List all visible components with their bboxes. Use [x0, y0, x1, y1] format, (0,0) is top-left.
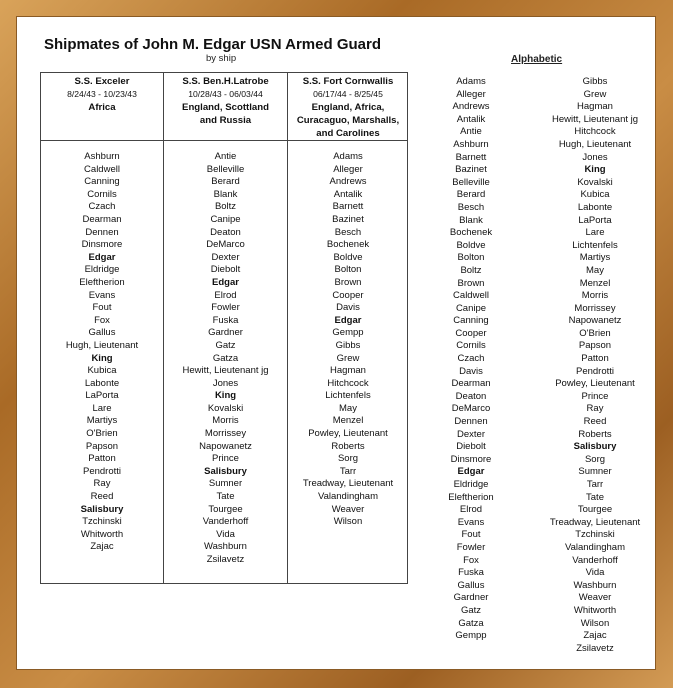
name-entry: Canning	[453, 315, 489, 327]
name-entry: Roberts	[578, 428, 612, 440]
name-entry: Sumner	[578, 466, 612, 478]
name-entry: Jones	[212, 377, 239, 389]
name-entry: Sorg	[584, 453, 606, 465]
ship-dates: 8/24/43 - 10/23/43	[67, 89, 137, 99]
name-entry: Lare	[585, 227, 605, 239]
name-entry: Vida	[585, 567, 605, 579]
name-entry: King	[584, 164, 606, 176]
ship-header-exceler	[41, 75, 163, 114]
name-entry: Gibbs	[582, 76, 608, 87]
name-entry: Vida	[216, 528, 235, 540]
name-entry: Valandingham	[317, 491, 379, 503]
name-entry: Fuska	[458, 567, 484, 579]
name-entry: Salisbury	[80, 503, 124, 515]
name-entry: Ray	[586, 403, 604, 415]
name-entry: Belleville	[452, 176, 490, 188]
name-entry: Prince	[212, 453, 239, 465]
name-entry: Eleftherion	[79, 276, 125, 288]
name-entry: Edgar	[212, 276, 239, 288]
name-entry: Besch	[334, 226, 362, 238]
name-entry: Patton	[88, 453, 116, 465]
name-entry: Vanderhoff	[202, 516, 249, 528]
name-entry: Berard	[456, 189, 486, 201]
name-entry: Canipe	[455, 302, 487, 314]
name-entry: Menzel	[332, 415, 364, 427]
name-entry: Salisbury	[573, 441, 617, 453]
name-entry: Belleville	[206, 163, 245, 175]
name-entry: Zajac	[583, 630, 607, 642]
name-entry: Vanderhoff	[572, 554, 618, 566]
name-entry: Dinsmore	[450, 453, 492, 465]
name-entry: Jones	[582, 151, 608, 163]
name-entry: Kovalski	[577, 176, 613, 188]
ship-name: S.S. Fort Cornwallis	[302, 76, 394, 87]
name-entry: Gatz	[215, 339, 236, 351]
name-entry: Bochenek	[449, 227, 493, 239]
name-entry: Gatza	[212, 352, 239, 364]
name-entry: Hugh, Lieutenant	[558, 138, 632, 150]
name-entry: Sorg	[337, 453, 359, 465]
name-entry: Antalik	[333, 188, 363, 200]
name-entry: Czach	[88, 201, 116, 213]
name-entry: Diebolt	[210, 264, 241, 276]
name-entry: Gempp	[332, 327, 364, 339]
name-entry: Washburn	[573, 579, 617, 591]
name-entry: Lare	[92, 402, 112, 414]
name-entry: King	[214, 390, 237, 402]
name-entry: Hitchcock	[327, 377, 369, 389]
name-entry: Morris	[581, 290, 609, 302]
name-entry: Morris	[212, 415, 239, 427]
name-entry: Zsilavetz	[576, 642, 614, 654]
ship-region: and Carolines	[316, 128, 380, 139]
name-entry: LaPorta	[578, 214, 612, 226]
name-entry: Brown	[334, 276, 362, 288]
name-entry: Barnett	[455, 151, 487, 163]
name-entry: Martiys	[579, 252, 611, 264]
name-entry: May	[586, 264, 604, 276]
name-entry: Pendrotti	[82, 465, 122, 477]
ship-region: England, Africa,	[311, 102, 385, 113]
name-entry: Boltz	[214, 201, 237, 213]
name-entry: Ray	[93, 478, 111, 490]
name-entry: Martiys	[86, 415, 118, 427]
name-entry: Gardner	[208, 327, 243, 339]
name-entry: O'Brien	[86, 428, 118, 440]
name-entry: Adams	[456, 76, 486, 87]
name-entry: Bolton	[334, 264, 362, 276]
crew-list-exceler	[41, 151, 163, 554]
ship-region: England, Scottland	[182, 102, 269, 113]
name-entry: Davis	[336, 302, 360, 314]
name-entry: Salisbury	[204, 465, 247, 477]
name-entry: Grew	[336, 352, 360, 364]
document-page	[16, 16, 656, 670]
name-entry: Morrissey	[574, 302, 616, 314]
name-entry: DeMarco	[206, 239, 245, 251]
name-entry: Napowanetz	[568, 315, 622, 327]
ship-header-latrobe	[164, 75, 287, 127]
name-entry: Dennen	[454, 416, 488, 428]
name-entry: Treadway, Lieutenant	[302, 478, 394, 490]
name-entry: Powley, Lieutenant	[555, 378, 635, 390]
name-entry: Antie	[214, 151, 237, 162]
ship-dates: 06/17/44 - 8/25/45	[313, 89, 383, 99]
name-entry: Kubica	[580, 189, 610, 201]
name-entry: Hagman	[330, 365, 366, 377]
name-entry: Zsilavetz	[206, 554, 245, 565]
ship-table	[40, 72, 408, 584]
name-entry: Napowanetz	[199, 440, 252, 452]
name-entry: Blank	[213, 188, 238, 200]
name-entry: Fuska	[212, 314, 239, 326]
name-entry: Tarr	[586, 479, 604, 490]
name-entry: King	[91, 352, 113, 364]
name-entry: Alleger	[456, 88, 486, 100]
name-entry: Dexter	[457, 428, 485, 440]
name-entry: Fout	[461, 529, 481, 541]
name-entry: Tourgee	[208, 503, 243, 515]
name-entry: Hitchcock	[574, 126, 616, 138]
name-entry: Reed	[583, 416, 607, 428]
name-entry: Menzel	[579, 277, 611, 289]
name-entry: Blank	[459, 214, 483, 226]
name-entry: Cooper	[455, 327, 487, 339]
name-entry: Sumner	[208, 478, 243, 490]
header-divider	[41, 140, 407, 141]
name-entry: Powley, Lieutenant	[308, 428, 388, 440]
name-entry: Valandingham	[564, 541, 626, 553]
name-entry: Ashburn	[453, 138, 489, 150]
name-entry: Gatz	[460, 604, 482, 616]
name-entry: Treadway, Lieutenant	[549, 516, 641, 528]
ship-name: S.S. Ben.H.Latrobe	[182, 76, 269, 87]
name-entry: Patton	[581, 353, 609, 365]
name-entry: Tzchinski	[82, 516, 122, 528]
name-entry: Alleger	[333, 163, 363, 175]
name-entry: Cornils	[87, 188, 117, 200]
name-entry: DeMarco	[451, 403, 491, 415]
name-entry: Barnett	[332, 201, 364, 213]
name-entry: Eldridge	[84, 264, 120, 276]
name-entry: Edgar	[88, 251, 116, 263]
name-entry: Eleftherion	[448, 491, 494, 503]
name-entry: Edgar	[457, 466, 485, 478]
name-entry: Edgar	[334, 314, 362, 326]
name-entry: Deaton	[210, 226, 241, 238]
name-entry: Besch	[457, 201, 485, 213]
name-entry: Fox	[94, 314, 110, 326]
name-entry: Andrews	[452, 101, 490, 113]
name-entry: Papson	[85, 440, 119, 452]
name-entry: Hagman	[577, 101, 613, 113]
name-entry: Bazinet	[455, 164, 487, 176]
name-entry: Elrod	[459, 504, 483, 516]
name-entry: Morrissey	[204, 428, 247, 440]
name-entry: Fox	[463, 554, 479, 566]
name-entry: Gatza	[458, 617, 484, 629]
name-entry: Diebolt	[456, 441, 486, 453]
alphabetic-heading: Alphabetic	[511, 54, 563, 65]
name-entry: Lichtenfels	[325, 390, 371, 402]
name-entry: Reed	[90, 491, 114, 503]
name-entry: Gardner	[453, 592, 489, 604]
name-entry: Antalik	[456, 113, 486, 125]
name-entry: Gallus	[88, 327, 116, 339]
name-entry: Gallus	[457, 579, 485, 591]
name-entry: Wilson	[580, 617, 610, 629]
ship-region: Curacaguo, Marshalls,	[296, 115, 400, 126]
name-entry: Gempp	[455, 630, 487, 642]
name-entry: Gibbs	[335, 339, 361, 351]
name-entry: Washburn	[204, 541, 247, 553]
name-entry: Hewitt, Lieutenant jg	[182, 365, 269, 377]
name-entry: Canning	[84, 176, 120, 188]
name-entry: Tourgee	[577, 504, 613, 516]
name-entry: Fowler	[456, 541, 486, 553]
name-entry: Bazinet	[332, 213, 364, 225]
name-entry: Dearman	[82, 213, 122, 225]
name-entry: Tarr	[339, 465, 357, 477]
name-entry: Whitworth	[573, 604, 617, 616]
name-entry: Evans	[457, 516, 485, 528]
ship-header-cornwallis	[288, 75, 408, 140]
name-entry: Lichtenfels	[572, 239, 618, 251]
name-entry: Andrews	[329, 176, 367, 188]
name-entry: Hewitt, Lieutenant jg	[551, 113, 639, 125]
name-entry: Zajac	[90, 541, 114, 553]
name-entry: Canipe	[210, 213, 241, 225]
crew-list-latrobe	[164, 151, 287, 567]
name-entry: Fout	[92, 302, 112, 314]
name-entry: Caldwell	[453, 290, 489, 302]
ship-region: Africa	[88, 102, 116, 113]
name-entry: Pendrotti	[575, 365, 615, 377]
name-entry: Kovalski	[207, 402, 244, 414]
name-entry: Bochenek	[326, 239, 370, 251]
name-entry: O'Brien	[579, 327, 611, 339]
alphabetic-list-right	[536, 76, 654, 655]
name-entry: Tate	[216, 491, 235, 503]
name-entry: Boltz	[460, 264, 482, 276]
name-entry: Grew	[583, 88, 607, 100]
name-entry: Boldve	[333, 251, 363, 263]
name-entry: Dearman	[451, 378, 491, 390]
name-entry: Prince	[581, 390, 609, 402]
name-entry: May	[339, 402, 357, 414]
name-entry: Elrod	[214, 289, 237, 301]
alphabetic-list-left	[416, 76, 526, 643]
name-entry: Weaver	[578, 592, 612, 604]
name-entry: Roberts	[331, 440, 365, 452]
ship-region: and Russia	[199, 115, 252, 126]
name-entry: Whitworth	[80, 528, 124, 540]
ship-name: S.S. Exceler	[74, 76, 130, 87]
name-entry: Berard	[211, 176, 240, 188]
name-entry: Adams	[333, 151, 363, 162]
name-entry: Fowler	[211, 302, 240, 314]
name-entry: Antie	[460, 126, 482, 138]
name-entry: Eldridge	[453, 479, 489, 490]
name-entry: Boldve	[456, 239, 486, 251]
name-entry: Bolton	[457, 252, 485, 264]
name-entry: Wilson	[333, 516, 363, 528]
name-entry: Dennen	[85, 226, 119, 238]
name-entry: Hugh, Lieutenant	[65, 339, 139, 351]
name-entry: LaPorta	[85, 390, 119, 402]
name-entry: Dexter	[211, 251, 240, 263]
name-entry: Cornils	[456, 340, 486, 352]
page-title: Shipmates of John M. Edgar USN Armed Guard	[44, 36, 381, 53]
crew-list-cornwallis	[288, 151, 408, 529]
name-entry: Papson	[578, 340, 612, 352]
name-entry: Weaver	[331, 503, 365, 515]
name-entry: Davis	[459, 365, 483, 377]
name-entry: Tzchinski	[575, 529, 615, 541]
page-subtitle: by ship	[206, 53, 237, 64]
name-entry: Cooper	[332, 289, 364, 301]
name-entry: Labonte	[84, 377, 120, 389]
name-entry: Czach	[457, 353, 485, 365]
name-entry: Caldwell	[84, 163, 120, 175]
name-entry: Labonte	[577, 201, 613, 213]
name-entry: Tate	[586, 491, 604, 503]
name-entry: Kubica	[87, 365, 117, 377]
name-entry: Dinsmore	[81, 239, 123, 251]
name-entry: Evans	[88, 289, 116, 301]
name-entry: Deaton	[455, 390, 487, 402]
name-entry: Brown	[457, 277, 485, 289]
ship-dates: 10/28/43 - 06/03/44	[188, 89, 263, 99]
name-entry: Ashburn	[84, 151, 120, 162]
